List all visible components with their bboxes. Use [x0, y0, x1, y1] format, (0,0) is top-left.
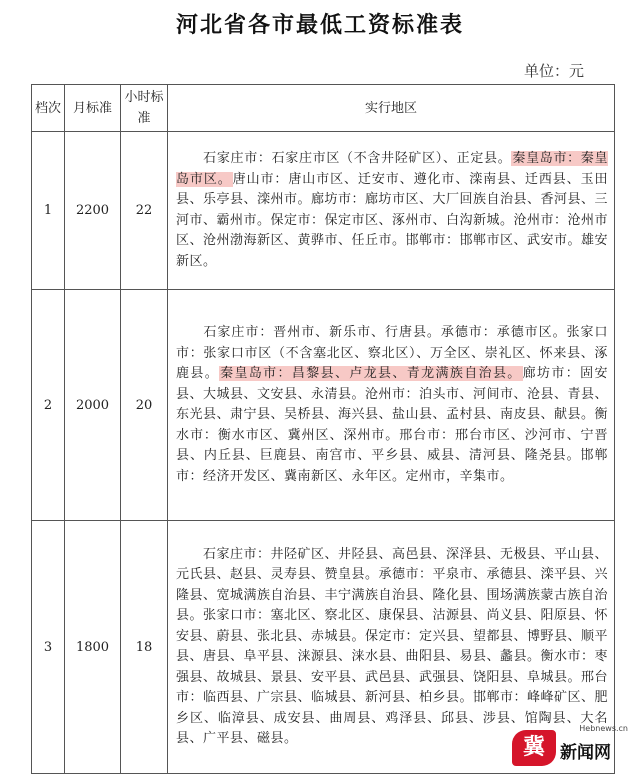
grade-cell: 3 — [32, 521, 65, 774]
area-text: 石家庄市：石家庄市区（不含井陉矿区）、正定县。 — [203, 151, 512, 166]
header-area: 实行地区 — [168, 85, 615, 132]
header-grade: 档次 — [32, 85, 65, 132]
hourly-cell: 22 — [121, 132, 168, 290]
area-text: 石家庄市：井陉矿区、井陉县、高邑县、深泽县、无极县、平山县、元氏县、赵县、灵寿县、赞皇县。承德市：平泉市、承德县、滦平县、兴隆县、宽城满族自治县、丰宁满族自治县、隆化县、围场满族蒙古族自治县。张家口市：塞北区、察北区、康保县、沽源县、尚义县、阳原县、怀安县、蔚县、张北县、赤城县。保定市：定兴县、望都县、博野县、顺平县、唐县、阜平县、涞源县、涞水县、曲阳县、易县、蠡县。衡水市：枣强县、故城县、景县、安平县、武邑县、武强县、饶阳县、阜城县。邢台市：临西县、广宗县、临城县、新河县、柏乡县。邯郸市：峰峰矿区、肥乡区、临漳县、成安县、曲周县、鸡泽县、邱县、涉县、馆陶县、大名县、广平县、磁县。 — [176, 546, 609, 746]
area-text: 廊坊市：固安县、大城县、文安县、永清县。沧州市：泊头市、河间市、沧县、青县、东光县、肃宁县、吴桥县、海兴县、盐山县、孟村县、南皮县、献县。衡水市：衡水市区、冀州区、深州市。邢台市：邢台市区、沙河市、宁晋县、内丘县、巨鹿县、南宫市、平乡县、威县、清河县、隆尧县。邯郸市：经济开发区、冀南新区、永年区。定州市，辛集市。 — [176, 366, 609, 484]
header-monthly: 月标准 — [65, 85, 121, 132]
watermark-name: 新闻网 — [560, 743, 611, 763]
grade-cell: 1 — [32, 132, 65, 290]
area-text: 唐山市：唐山市区、迁安市、遵化市、滦南县、迁西县、玉田县、乐亭县、滦州市。廊坊市：廊坊市区、大厂回族自治县、香河县、三河市、霸州市。保定市：保定市区、涿州市、白沟新城。沧州市：沧州市区、沧州渤海新区、黄骅市、任丘市。邯郸市：邯郸市区、武安市。雄安新区。 — [176, 171, 609, 269]
wage-table — [31, 84, 615, 774]
area-cell — [168, 132, 615, 290]
monthly-cell: 2200 — [65, 132, 121, 290]
table-row — [32, 132, 615, 290]
hourly-cell: 18 — [121, 521, 168, 774]
monthly-cell: 2000 — [65, 290, 121, 521]
area-cell — [168, 290, 615, 521]
header-hourly: 小时标准 — [121, 85, 168, 132]
monthly-cell: 1800 — [65, 521, 121, 774]
grade-cell: 2 — [32, 290, 65, 521]
area-text-highlight: 秦皇岛市：秦皇岛市区。 — [176, 151, 608, 187]
page-title: 河北省各市最低工资标准表 — [175, 13, 464, 38]
watermark — [512, 724, 630, 768]
hourly-cell: 20 — [121, 290, 168, 521]
watermark-url: Hebnews.cn — [579, 724, 628, 733]
area-text: 石家庄市：晋州市、新乐市、行唐县。承德市：承德市区。张家口市：张家口市区（不含塞北区、察北区）、万全区、崇礼区、怀来县、涿鹿县。 — [176, 325, 608, 381]
hebnews-logo-icon: 冀 — [512, 730, 556, 766]
area-text-highlight: 秦皇岛市：昌黎县、卢龙县、青龙满族自治县。 — [220, 366, 522, 381]
unit-label: 单位：元 — [523, 62, 584, 80]
table-header-row — [32, 85, 615, 132]
table-row — [32, 290, 615, 521]
